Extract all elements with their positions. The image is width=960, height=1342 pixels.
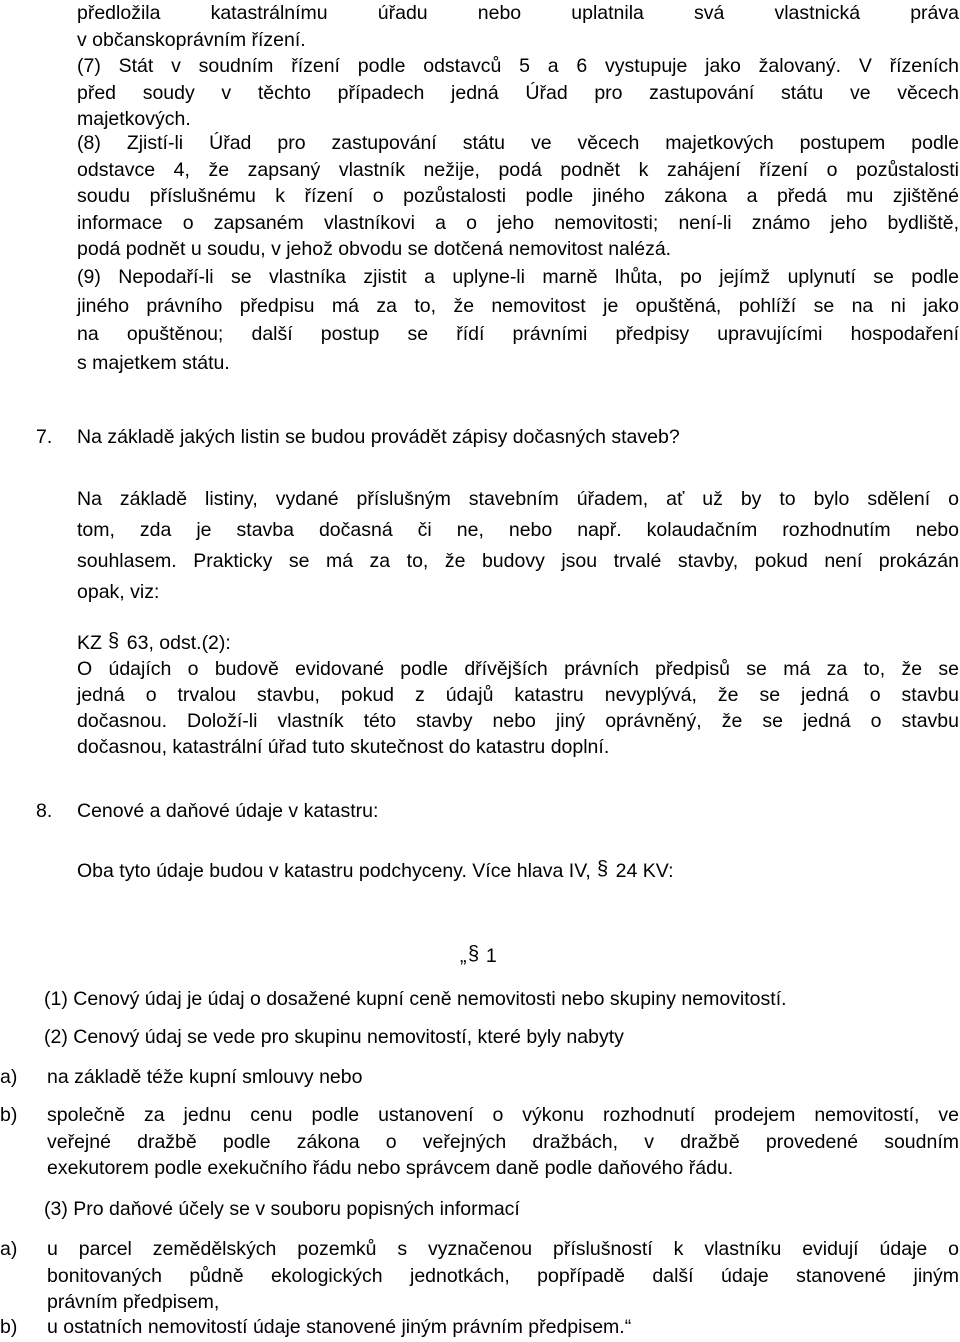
text-line: (9) Nepodaří-li se vlastníka zjistit a uplyne-li marně lhůta, po jejímž uplynutí se podle bbox=[77, 266, 959, 288]
text-line: u parcel zemědělských pozemků s vyznačenou příslušností k vlastníku evidují údaje o bbox=[47, 1238, 959, 1260]
close-quote: “ bbox=[624, 1316, 632, 1338]
paragraph-ownership-rights bbox=[77, 0, 959, 133]
text-line: O údajích o budově evidované podle dřívějších právních předpisů se má za to, že se bbox=[77, 658, 959, 680]
list-item-text: u ostatních nemovitostí údaje stanovené jiným právním předpisem. bbox=[47, 1316, 625, 1338]
clause-3: (3) Pro daňové účely se v souboru popisných informací bbox=[44, 1198, 520, 1220]
text-line: jedná o trvalou stavbu, pokud z údajů katastru nevyplývá, že se jedná o stavbu bbox=[77, 684, 959, 706]
list-marker: b) bbox=[0, 1316, 18, 1338]
question-number: 8. bbox=[36, 800, 53, 822]
question-7 bbox=[36, 424, 680, 450]
list-item-b bbox=[0, 1102, 960, 1182]
kz-prefix: KZ bbox=[77, 632, 102, 654]
text-line: majetkových. bbox=[77, 108, 191, 130]
text-line: bonitovaných půdně ekologických jednotkách, popřípadě další údaje stanovené jiným bbox=[47, 1264, 959, 1287]
answer-ref: 24 KV: bbox=[615, 860, 674, 882]
section-sign-icon bbox=[107, 630, 121, 652]
text-line: dočasnou. Doloží-li vlastník této stavby nebo jiný oprávněný, že se jedná o stavbu bbox=[77, 710, 959, 732]
paragraph-8 bbox=[77, 130, 959, 263]
text-line: tom, zda je stavba dočasná či ne, nebo např. kolaudačním rozhodnutím nebo bbox=[77, 519, 959, 541]
clause-2: (2) Cenový údaj se vede pro skupinu nemovitostí, které byly nabyty bbox=[44, 1026, 624, 1048]
section-sign-icon bbox=[467, 943, 481, 965]
text-line: odstavce 4, že zapsaný vlastník nežije, podá podnět k zahájení řízení o pozůstalosti bbox=[77, 158, 959, 181]
answer-7 bbox=[77, 484, 959, 608]
list-item-body bbox=[47, 1236, 959, 1316]
text-line: (7) Stát v soudním řízení podle odstavců 5 a 6 vystupuje jako žalovaný. V řízeních bbox=[77, 55, 959, 77]
paragraph-9 bbox=[77, 263, 959, 377]
open-quote: „ bbox=[460, 945, 467, 967]
kz-reference bbox=[77, 630, 959, 656]
list-item-a bbox=[0, 1064, 960, 1090]
list-item-body bbox=[47, 1314, 959, 1340]
svg-text:§: § bbox=[467, 943, 479, 965]
clause-1: (1) Cenový údaj je údaj o dosažené kupní ceně nemovitosti nebo skupiny nemovitostí. bbox=[44, 988, 787, 1010]
text-line: právním předpisem, bbox=[47, 1291, 220, 1313]
text-line: předložila katastrálnímu úřadu nebo uplatnila svá vlastnická práva bbox=[77, 2, 959, 24]
text-line: podá podnět u soudu, v jehož obvodu se dotčená nemovitost nalézá. bbox=[77, 238, 672, 260]
text-line: na opuštěnou; další postup se řídí právními předpisy upravujícími hospodaření bbox=[77, 323, 959, 345]
text-line: dočasnou, katastrální úřad tuto skutečnost do katastru doplní. bbox=[77, 736, 610, 758]
text-line: opak, viz: bbox=[77, 581, 160, 603]
text-line: souhlasem. Prakticky se má za to, že budovy jsou trvalé stavby, pokud není prokázán bbox=[77, 550, 959, 572]
kz-ref: 63, odst.(2): bbox=[126, 632, 231, 654]
answer-text: Oba tyto údaje budou v katastru podchyceny. Více hlava IV, bbox=[77, 860, 591, 882]
kz-quotation bbox=[77, 630, 959, 760]
text-line: informace o zapsaném vlastníkovi a o jeho nemovitosti; není-li známo jeho bydliště, bbox=[77, 211, 959, 234]
text-line: v občanskoprávním řízení. bbox=[77, 28, 306, 51]
text-line: společně za jednu cenu podle ustanovení o výkonu rozhodnutí prodejem nemovitostí, ve bbox=[47, 1104, 959, 1126]
text-line: exekutorem podle exekučního řádu nebo správcem daně podle daňového řádu. bbox=[47, 1157, 734, 1179]
quoted-paragraph-heading bbox=[460, 943, 497, 969]
list-item-body bbox=[47, 1102, 959, 1182]
list-marker: a) bbox=[0, 1066, 18, 1088]
text-line: veřejné dražbě podle zákona o veřejných dražbách, v dražbě provedené soudním bbox=[47, 1130, 959, 1153]
list-marker: b) bbox=[0, 1104, 18, 1126]
list-item-text: na základě téže kupní smlouvy nebo bbox=[47, 1066, 363, 1088]
question-number: 7. bbox=[36, 426, 53, 448]
question-text: Cenové a daňové údaje v katastru: bbox=[77, 800, 379, 822]
text-line: Na základě listiny, vydané příslušným stavebním úřadem, ať už by to bylo sdělení o bbox=[77, 488, 959, 510]
list-item-b-tax bbox=[0, 1314, 960, 1340]
list-item-a-tax bbox=[0, 1236, 960, 1316]
question-text: Na základě jakých listin se budou provádět zápisy dočasných staveb? bbox=[77, 426, 680, 448]
paragraph-number: 1 bbox=[485, 945, 497, 967]
text-line: soudu příslušnému k řízení o pozůstalosti podle jiného zákona a předá mu zjištěné bbox=[77, 185, 959, 207]
question-8 bbox=[36, 798, 378, 824]
text-line: s majetkem státu. bbox=[77, 351, 230, 374]
text-line: před soudy v těchto případech jedná Úřad pro zastupování státu ve věcech bbox=[77, 81, 959, 104]
text-line: (8) Zjistí-li Úřad pro zastupování státu ve věcech majetkových postupem podle bbox=[77, 132, 959, 154]
answer-8 bbox=[77, 858, 674, 884]
section-sign-icon bbox=[596, 858, 610, 880]
list-marker: a) bbox=[0, 1238, 18, 1260]
svg-text:§: § bbox=[597, 858, 609, 880]
svg-text:§: § bbox=[108, 630, 120, 652]
text-line: jiného právního předpisu má za to, že nemovitost je opuštěná, pohlíží se na ni jako bbox=[77, 294, 959, 317]
